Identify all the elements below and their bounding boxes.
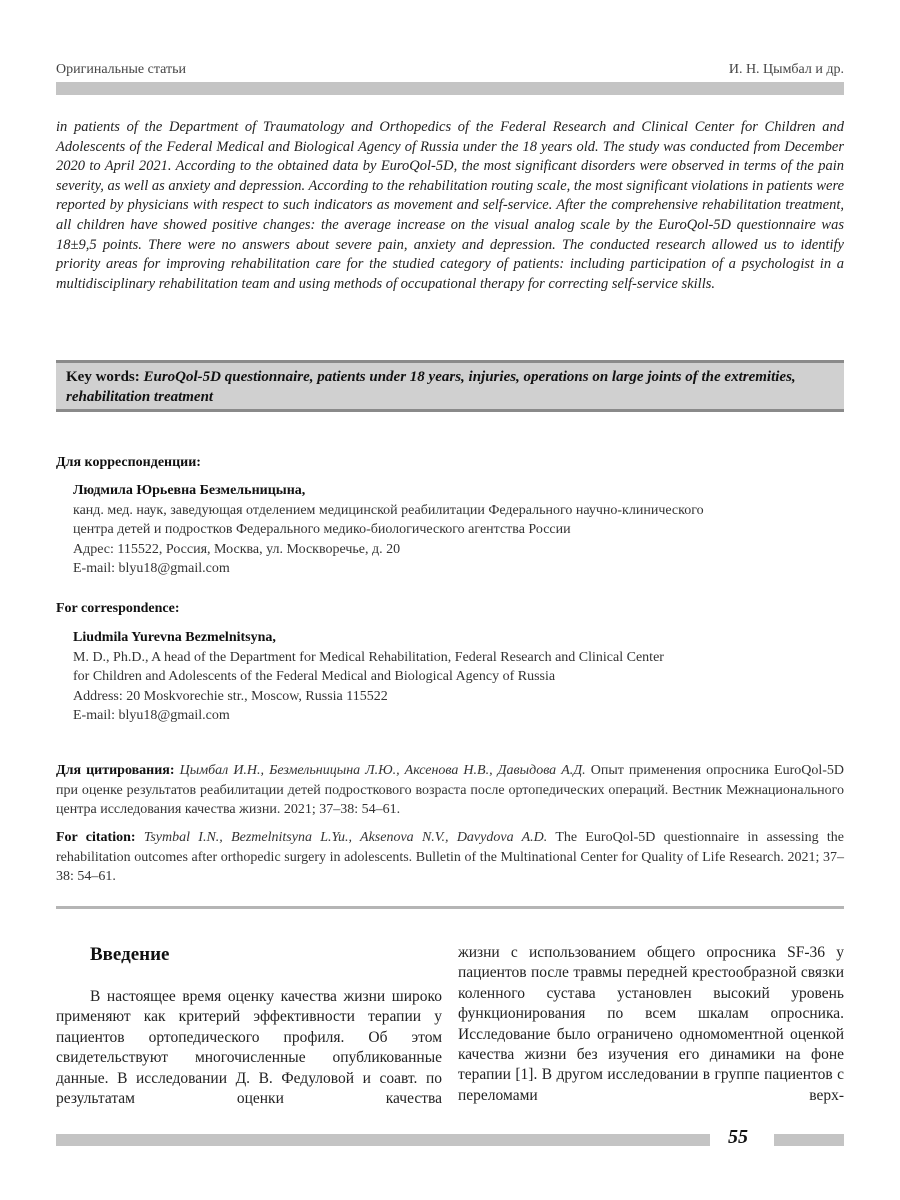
abstract-text: in patients of the Department of Traumatology and Orthopedics of the Federal Research and Clinical Center for Children and Adolescents of the Federal Medical and Biological Agency of Russia under the 18 years old. The study was conducted from December 2020 to April 2021. According to the obtained data by EuroQol-5D, the most significant disorders were observed in terms of the pain severity, as well as anxiety and depression. According to the rehabilitation routing scale, the most significant violations in patients were reported by physicians with respect to such indicators as movement and self-service. After the comprehensive rehabilitation treatment, all children have showed positive changes: the average increase on the visual analog scale by the EuroQol-5D questionnaire was 18±9,5 points. There were no answers about severe pain, anxiety and depression. The conducted research allowed us to identify priority areas for improving rehabilitation care for the studied category of patients: including participation of a psychologist in a multidisciplinary rehabilitation team and using methods of occupational therapy for correcting self-service skills. [56, 119, 845, 292]
citation-ru-text: Опыт применения опросника EuroQol-5D при оценке результатов реабилитации детей подросткового возраста после ортопедических операций. Вестник Межнационального центра исследования качества жизни. 2021; 37–38: 54–61. [56, 763, 845, 817]
keywords-box [56, 360, 844, 412]
correspondence-ru-email[interactable]: E-mail: blyu18@gmail.com [73, 561, 230, 576]
correspondence-en-email[interactable]: E-mail: blyu18@gmail.com [73, 708, 230, 723]
correspondence-en-line: for Children and Adolescents of the Federal Medical and Biological Agency of Russia [73, 669, 556, 684]
correspondence-ru-line: канд. мед. наук, заведующая отделением медицинской реабилитации Федерального научно-клинического [73, 502, 704, 518]
page-number: 55 [728, 1126, 748, 1148]
correspondence-ru [73, 481, 843, 579]
correspondence-en-name: Liudmila Yurevna Bezmelnitsyna, [73, 630, 276, 645]
intro-right-column: жизни с использованием общего опросника SF-36 у пациентов после травмы передней крестообразной связки коленного сустава установлен высокий уровень функционирования по всем шкалам опросника. Исследование было ограничено одномоментной оценкой качества жизни без изучения его динамики на фоне терапии [1]. В другом исследовании в группе пациентов с переломами верх- [458, 944, 844, 1104]
keywords-label: Key words: [66, 369, 140, 385]
correspondence-en-heading: For correspondence: [56, 601, 180, 616]
citation-en [56, 828, 844, 887]
citation-ru-authors: Цымбал И.Н., Безмельницына Л.Ю., Аксенова Н.В., Давыдова А.Д. [179, 763, 586, 778]
correspondence-ru-name: Людмила Юрьевна Безмельницына, [73, 483, 306, 498]
running-head-authors: И. Н. Цымбал и др. [728, 62, 844, 77]
section-divider [56, 906, 844, 909]
citation-en-label: For citation: [56, 830, 136, 845]
intro-left-column: В настоящее время оценку качества жизни широко применяют как критерий эффективности терапии у пациентов ортопедического профиля. Об этом свидетельствуют многочисленные опубликованные данные. В исследовании Д. В. Федуловой и соавт. по результатам оценки качества [56, 988, 442, 1108]
citation-ru-label: Для цитирования: [56, 763, 175, 778]
section-title: Введение [90, 944, 170, 965]
correspondence-ru-address: Адрес: 115522, Россия, Москва, ул. Москворечье, д. 20 [73, 541, 401, 557]
header-rule [56, 82, 844, 95]
citation-ru [56, 761, 844, 820]
footer-bar-left [56, 1134, 710, 1146]
running-head-section: Оригинальные статьи [56, 62, 186, 77]
citation-en-authors: Tsymbal I.N., Bezmelnitsyna L.Yu., Aksenova N.V., Davydova A.D. [143, 830, 548, 845]
footer-bar-right [774, 1134, 844, 1146]
correspondence-en [73, 628, 843, 726]
correspondence-en-address: Address: 20 Moskvorechie str., Moscow, Russia 115522 [73, 688, 388, 704]
correspondence-ru-line: центра детей и подростков Федерального медико-биологического агентства России [73, 522, 571, 537]
keywords-terms: EuroQol-5D questionnaire, patients under 18 years, injuries, operations on large joints of the extremities, rehabilitation treatment [66, 369, 796, 405]
correspondence-ru-heading: Для корреспонденции: [56, 455, 201, 470]
correspondence-en-line: M. D., Ph.D., A head of the Department for Medical Rehabilitation, Federal Research and Clinical Center [73, 649, 664, 665]
citation-en-text: The EuroQol-5D questionnaire in assessing the rehabilitation outcomes after orthopedic surgery in adolescents. Bulletin of the Multinational Center for Quality of Life Research. 2021; 37–38: 54–61. [56, 830, 844, 884]
running-head [56, 62, 844, 80]
